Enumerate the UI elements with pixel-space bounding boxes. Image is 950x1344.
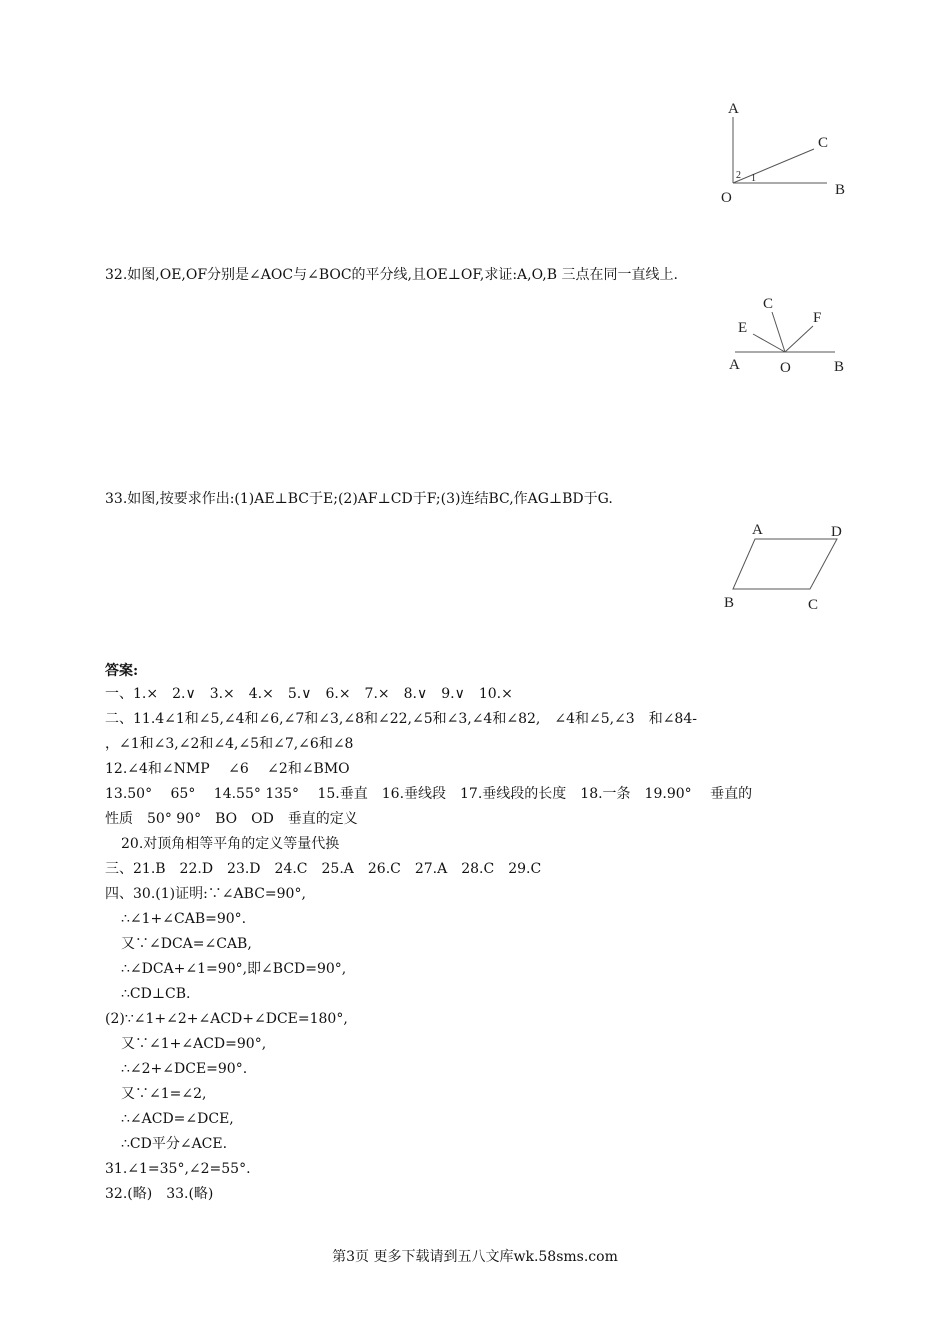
figure-33 <box>715 515 855 615</box>
answer-line: ∴CD平分∠ACE. <box>121 1136 228 1152</box>
answer-line: ∴∠1+∠CAB=90°. <box>121 911 247 927</box>
answer-line: ∴CD⊥CB. <box>121 986 191 1002</box>
ray-OF <box>785 326 813 352</box>
figure-31 <box>715 95 855 210</box>
answer-line: 二、11.4∠1和∠5,∠4和∠6,∠7和∠3,∠8和∠22,∠5和∠3,∠4和∠82, ∠4和∠5,∠3 和∠84- <box>105 711 697 727</box>
answer-line: 又∵∠1+∠ACD=90°, <box>121 1036 267 1052</box>
label-B: B <box>834 359 845 375</box>
label-C: C <box>818 135 829 151</box>
label-B: B <box>835 182 846 198</box>
label-E: E <box>738 320 748 336</box>
question-33: 33.如图,按要求作出:(1)AE⊥BC于E;(2)AF⊥CD于F;(3)连结BC,作AG⊥BD于G. <box>105 491 613 507</box>
answers-section <box>105 660 865 1207</box>
label-C: C <box>763 296 774 312</box>
answer-line: 32.(略) 33.(略) <box>105 1186 214 1202</box>
label-B: B <box>724 595 735 611</box>
label-O: O <box>780 360 791 376</box>
label-A: A <box>752 522 763 538</box>
label-D: D <box>831 524 842 540</box>
question-32: 32.如图,OE,OF分别是∠AOC与∠BOC的平分线,且OE⊥OF,求证:A,O,B 三点在同一直线上. <box>105 267 678 283</box>
answer-line: ∴∠ACD=∠DCE, <box>121 1111 234 1127</box>
answer-line: (2)∵∠1+∠2+∠ACD+∠DCE=180°, <box>105 1011 348 1027</box>
answer-line: ∴∠DCA+∠1=90°,即∠BCD=90°, <box>121 961 347 977</box>
label-angle-1: 1 <box>751 173 756 184</box>
label-angle-2: 2 <box>736 170 741 181</box>
answer-line: 13.50° 65° 14.55° 135° 15.垂直 16.垂线段 17.垂线段的长度 18.一条 19.90° 垂直的 <box>105 786 753 802</box>
parallelogram-ABCD <box>733 539 837 589</box>
answer-line: 12.∠4和∠NMP ∠6 ∠2和∠BMO <box>105 761 350 777</box>
page-footer: 第3页 更多下载请到五八文库wk.58sms.com <box>332 1249 618 1265</box>
answer-line: 三、21.B 22.D 23.D 24.C 25.A 26.C 27.A 28.C 29.C <box>105 861 542 877</box>
answer-line: 又∵∠DCA=∠CAB, <box>121 936 252 952</box>
label-A: A <box>728 101 739 117</box>
ray-OC <box>733 149 814 183</box>
answer-line: 性质 50° 90° BO OD 垂直的定义 <box>105 811 358 827</box>
answer-line: 四、30.(1)证明:∵∠ABC=90°, <box>105 886 306 902</box>
label-A: A <box>729 357 740 373</box>
answer-line: 20.对顶角相等平角的定义等量代换 <box>121 836 340 852</box>
answer-line: 又∵∠1=∠2, <box>121 1086 207 1102</box>
answer-line: 一、1.× 2.∨ 3.× 4.× 5.∨ 6.× 7.× 8.∨ 9.∨ 10.× <box>105 686 513 702</box>
answer-line: 31.∠1=35°,∠2=55°. <box>105 1161 251 1177</box>
answer-line: ∴∠2+∠DCE=90°. <box>121 1061 248 1077</box>
label-C: C <box>808 597 819 613</box>
answer-line: ，∠1和∠3,∠2和∠4,∠5和∠7,∠6和∠8 <box>105 736 354 752</box>
figure-32 <box>725 290 860 380</box>
label-O: O <box>721 190 732 206</box>
label-F: F <box>813 310 822 326</box>
answers-title: 答案: <box>105 663 139 679</box>
